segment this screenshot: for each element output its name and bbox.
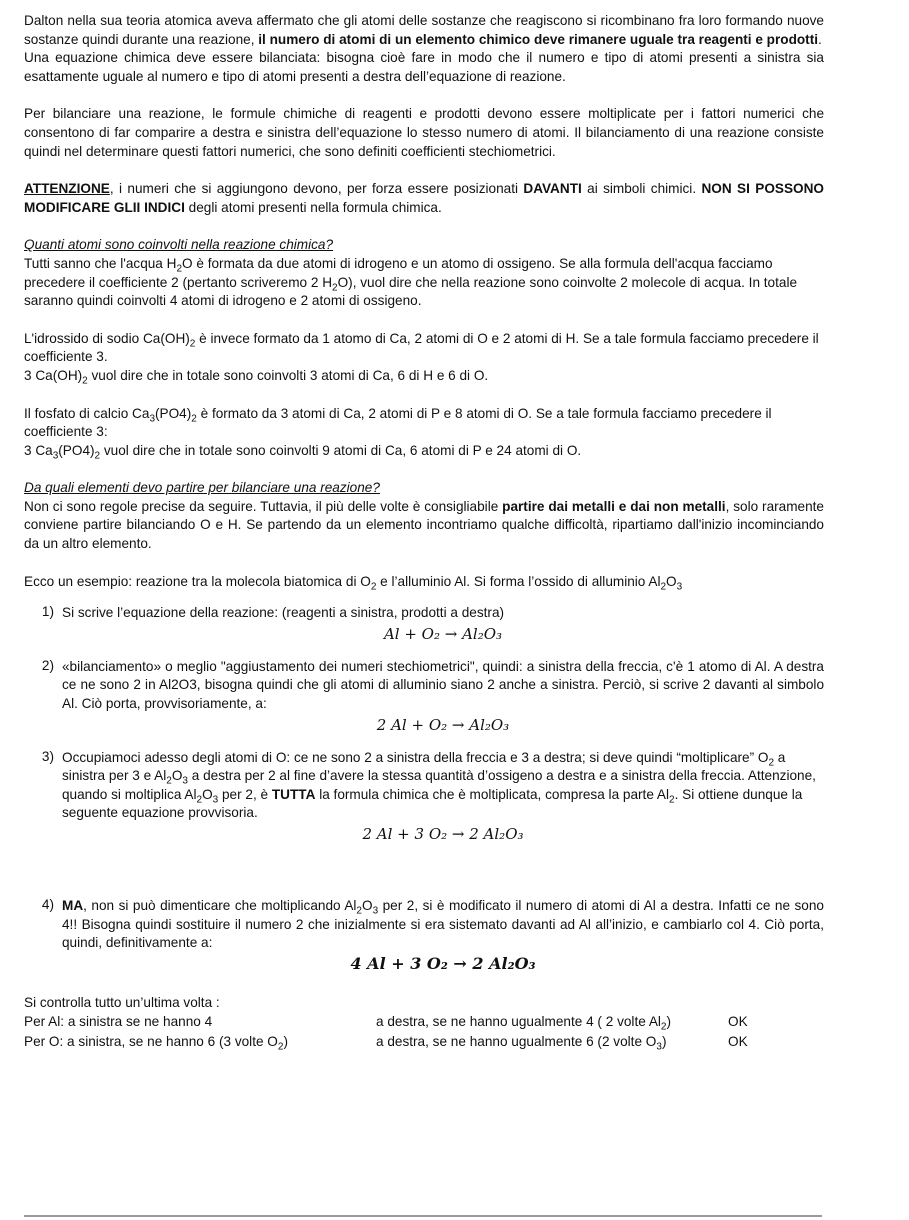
check-al-right-text: a destra, se ne hanno ugualmente 4 ( 2 volte Al xyxy=(376,1014,661,1030)
ca-text-a: L'idrossido di sodio Ca(OH) xyxy=(24,330,190,346)
step-3 xyxy=(24,749,824,845)
ph-text-c: è formato da 3 atomi di Ca, 2 atomi di P e 8 atomi di O. Se a tale formula facciamo precedere il coefficiente 3: xyxy=(24,405,772,440)
equation: 2 Al + O₂ → Al₂O₃ xyxy=(376,715,510,734)
step-text xyxy=(62,897,824,953)
elements-text-b: , solo raramente conviene partire bilanciando O e H. Se partendo da un elemento incontriamo qualche difficoltà, ripartiamo dall'inizio incominciando da un altro elemento. xyxy=(24,498,824,552)
intro-text: Dalton nella sua teoria atomica aveva affermato che gli atomi delle sostanze che reagiscono si ricombinano fra loro formando nuove sostanze quindi durante una reazione, xyxy=(24,13,824,47)
intro-period: . xyxy=(818,31,822,47)
water-text-b: O è formata da due atomi di idrogeno e un atomo di ossigeno. Se alla formula dell'acqua facciamo precedere il coefficiente 2 (pertanto scriveremo 2 H xyxy=(24,255,773,290)
attention-bold: NON SI POSSONO MODIFICARE GLII INDICI xyxy=(24,181,825,215)
ph-text-d: 3 Ca xyxy=(24,442,53,458)
step3-text-d: a destra per 2 al fine d’avere la stessa quantità d’ossigeno a destra e a sinistra della freccia. Attenzione, quando si moltiplica Al xyxy=(62,768,816,802)
attention-davanti: DAVANTI xyxy=(523,181,582,197)
check-o-ok: OK xyxy=(728,1034,748,1050)
step4-sub-o3: 3 xyxy=(372,905,379,917)
attention-text-3: degli atomi presenti nella formula chimica. xyxy=(184,199,442,215)
step3-text-b: a sinistra per 3 e Al xyxy=(62,749,786,784)
phosphate-paragraph xyxy=(24,405,824,461)
attention-text-2: ai simboli chimici. xyxy=(581,181,702,197)
elements-text-a: Non ci sono regole precise da seguire. Tuttavia, il più delle volte è consigliabile xyxy=(24,498,503,514)
step4-text-c: per 2, si è modificato il numero di atomi di Al a destra. Infatti ce ne sono 4!! Bisogna quindi sostituire il numero 2 che inizialmente si era sistemato davanti ad Al all’inizio, e cambiarlo col 4. Ciò porta, quindi, definitivamente a: xyxy=(62,898,824,951)
check-row-o xyxy=(24,1032,824,1052)
example-subscript: 2 xyxy=(370,581,377,593)
example-text-a: Ecco un esempio: reazione tra la molecola biatomica di O xyxy=(24,573,371,589)
step3-sub-al: 2 xyxy=(166,775,172,787)
ca-subscript-2: 2 xyxy=(82,375,88,387)
step3-text-e: O xyxy=(202,786,213,802)
ph-text-e: (PO4) xyxy=(58,442,95,458)
ca-text-d: vuol dire che in totale sono coinvolti 3 atomi di Ca, 6 di H e 6 di O. xyxy=(87,367,489,383)
example-subscript-2: 2 xyxy=(660,581,667,593)
check-al-ok: OK xyxy=(728,1014,748,1030)
ca-text-c: 3 Ca(OH) xyxy=(24,367,83,383)
intro-paragraph-3: Per bilanciare una reazione, le formule chimiche di reagenti e prodotti devono essere moltiplicate per i fattori numerici che consentono di far comparire a destra e sinistra dell’equazione lo stesso numero di atomi. Il bilanciamento di una reazione consiste quindi nel determinare questi fattori numerici, che sono definiti coefficienti stechiometrici. xyxy=(24,106,824,159)
step-number: 1) xyxy=(41,604,54,620)
intro-bold: il numero di atomi di un elemento chimico deve rimanere uguale tra reagenti e prodotti xyxy=(258,31,819,47)
ph-text-b: (PO4) xyxy=(155,405,192,421)
step3-text-a: Occupiamoci adesso degli atomi di O: ce ne sono 2 a sinistra della freccia e 3 a destra; si deve quindi “moltiplicare” O xyxy=(62,749,769,765)
check-intro: Si controlla tutto un’ultima volta : xyxy=(24,994,220,1010)
example-text-c: O xyxy=(666,573,677,589)
elements-paragraph xyxy=(24,498,824,554)
document-page xyxy=(24,12,824,1052)
check-row-al xyxy=(24,1012,824,1032)
intro-paragraph-2: Una equazione chimica deve essere bilanciata: bisogna cioè fare in modo che il numero e tipo di atomi presenti a sinistra sia esattamente uguale al numero e tipo di atomi presenti a destra dell’equazione di reazione. xyxy=(24,50,824,84)
water-text-c: O), vuol dire che nella reazione sono coinvolte 2 molecole di acqua. In totale saranno quindi coinvolti 4 atomi di idrogeno e 2 atomi di ossigeno. xyxy=(24,274,798,309)
intro-paragraph-1 xyxy=(24,12,824,49)
step3-text-h: . Si ottiene dunque la seguente equazione provvisoria. xyxy=(62,786,803,821)
ph-text-a: Il fosfato di calcio Ca xyxy=(24,405,150,421)
water-subscript: 2 xyxy=(176,263,183,275)
step4-text-b: O xyxy=(361,898,373,913)
check-o-left xyxy=(24,1032,288,1052)
attention-text: , i numeri che si aggiungono devono, per forza essere posizionati xyxy=(109,181,524,197)
elements-bold: partire dai metalli e dai non metalli xyxy=(502,498,726,514)
check-o-right xyxy=(376,1032,666,1052)
check-o-right-text: a destra, se ne hanno ugualmente 6 (2 volte O xyxy=(376,1034,657,1050)
check-al-right-sub: 2 xyxy=(660,1022,667,1034)
ph-subscript-2: 2 xyxy=(191,413,197,425)
step-number: 4) xyxy=(41,897,54,912)
step-2 xyxy=(24,658,824,736)
step4-text-a: , non si può dimenticare che moltiplicando Al xyxy=(83,898,357,913)
final-equation: 4 Al + 3 O₂ → 2 Al₂O₃ xyxy=(350,953,536,973)
ca-text-b: è invece formato da 1 atomo di Ca, 2 atomi di O e 2 atomi di H. Se a tale formula facciamo precedere il coefficiente 3. xyxy=(24,330,819,365)
hydroxide-paragraph xyxy=(24,330,824,386)
step-1 xyxy=(24,604,824,645)
step3-sub-al-2: 2 xyxy=(196,794,203,806)
check-al-right xyxy=(376,1012,671,1032)
step3-sub-o3-2: 3 xyxy=(212,794,219,806)
step3-sub-o2: 2 xyxy=(768,757,775,769)
section-heading-atoms: Quanti atomi sono coinvolti nella reazione chimica? xyxy=(24,237,334,253)
check-o-right-sub: 3 xyxy=(656,1042,662,1054)
step4-sub-al: 2 xyxy=(356,905,362,917)
step-number: 3) xyxy=(41,748,54,764)
example-text-b: e l’alluminio Al. Si forma l’ossido di alluminio Al xyxy=(376,573,661,589)
equation: 2 Al + 3 O₂ → 2 Al₂O₃ xyxy=(362,825,524,843)
step3-sub-o3: 3 xyxy=(182,775,188,787)
check-o-right-close: ) xyxy=(661,1034,667,1050)
ph-subscript-3: 3 xyxy=(52,450,59,462)
step-text: «bilanciamento» o meglio "aggiustamento dei numeri stechiometrici", quindi: a sinistra della freccia, c'è 1 atomo di Al. A destra ce ne sono 2 in Al2O3, bisogna quindi che gli atomi di alluminio siano 2 anche a sinistra. Perciò, si scrive 2 davanti al simbolo Al. Ciò porta, provvisoriamente, a: xyxy=(62,658,824,712)
step3-sub-al-3: 2 xyxy=(669,794,675,806)
step4-bold: MA xyxy=(62,898,84,913)
ph-subscript-4: 2 xyxy=(94,450,101,462)
step3-text-f: per 2, è xyxy=(218,786,272,802)
step3-text-c: O xyxy=(171,768,183,784)
step-text xyxy=(62,749,824,823)
check-al-left: Per Al: a sinistra se ne hanno 4 xyxy=(24,1014,213,1030)
equation: Al + O₂ → Al₂O₃ xyxy=(383,624,503,643)
step-number: 2) xyxy=(41,657,54,673)
water-text-a: Tutti sanno che l'acqua H xyxy=(24,255,177,271)
ca-subscript: 2 xyxy=(189,338,196,350)
example-paragraph xyxy=(24,573,824,592)
ph-subscript-1: 3 xyxy=(149,413,155,425)
step3-text-g: la formula chimica che è moltiplicata, compresa la parte Al xyxy=(315,786,670,802)
check-o-left-sub: 2 xyxy=(277,1042,284,1054)
step3-bold: TUTTA xyxy=(271,786,316,802)
attention-paragraph xyxy=(24,180,824,217)
check-o-left-close: ) xyxy=(283,1034,288,1050)
section-heading-elements: Da quali elementi devo partire per bilanciare una reazione? xyxy=(24,480,380,496)
check-al-right-close: ) xyxy=(666,1014,671,1030)
water-paragraph xyxy=(24,255,824,311)
ph-text-f: vuol dire che in totale sono coinvolti 9 atomi di Ca, 6 atomi di P e 24 atomi di O. xyxy=(100,442,582,458)
bottom-divider xyxy=(24,1215,822,1217)
step-text: Si scrive l’equazione della reazione: (reagenti a sinistra, prodotti a destra) xyxy=(62,605,505,621)
water-subscript-2: 2 xyxy=(332,282,338,294)
attention-label: ATTENZIONE xyxy=(24,181,110,197)
check-o-left-text: Per O: a sinistra, se ne hanno 6 (3 volte O xyxy=(24,1034,278,1050)
example-subscript-3: 3 xyxy=(676,581,683,593)
step-4 xyxy=(24,897,824,975)
